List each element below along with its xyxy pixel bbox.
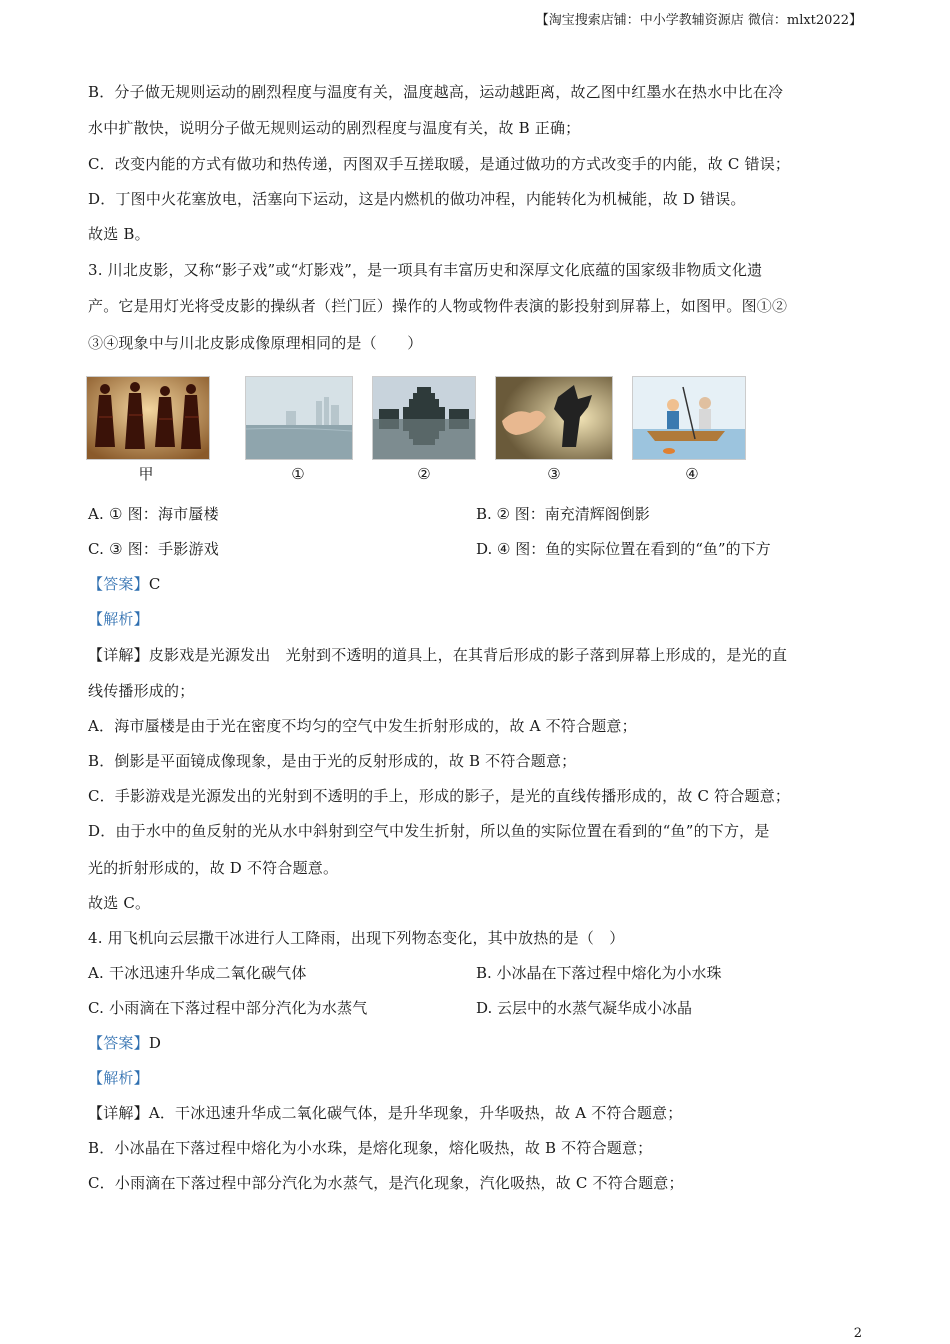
q4-c-explanation: C．小雨滴在下落过程中部分汽化为水蒸气，是汽化现象，汽化吸热，故 C 不符合题意； (88, 1174, 684, 1192)
q3-detail-line2: 线传播形成的； (88, 682, 195, 700)
q3-choose: 故选 C。 (88, 894, 151, 912)
q4-stem: 4. 用飞机向云层撒干冰进行人工降雨，出现下列物态变化，其中放热的是（ ） (88, 929, 625, 947)
q4-option-d: D. 云层中的水蒸气凝华成小冰晶 (476, 999, 693, 1017)
q3-c-explanation: C．手影游戏是光源发出的光射到不透明的手上，形成的影子，是光的直线传播形成的，故 C 符合题意； (88, 787, 791, 805)
detail-tag: 【详解】 (88, 646, 149, 664)
q3-stem-line2: 产。它是用灯光将受皮影的操纵者（拦门匠）操作的人物或物件表演的影投射到屏幕上，如图甲。图①② (88, 297, 788, 315)
answer-tag: 【答案】 (88, 575, 149, 593)
answer-value: D (148, 1034, 162, 1052)
q3-b-explanation: B．倒影是平面镜成像现象，是由于光的反射形成的，故 B 不符合题意； (88, 752, 577, 770)
q4-a-explanation (88, 1103, 682, 1123)
caption-1: ① (291, 465, 305, 483)
prev-b-line1: B．分子做无规则运动的剧烈程度与温度有关，温度越高，运动越距离，故乙图中红墨水在热水中比在冷 (88, 83, 784, 101)
figure-pavilion-reflection (372, 376, 476, 460)
prev-c: C．改变内能的方式有做功和热传递，丙图双手互搓取暖，是通过做功的方式改变手的内能，故 C 错误； (88, 155, 791, 173)
q3-answer (88, 574, 161, 594)
q4-analysis-tag: 【解析】 (88, 1069, 149, 1087)
figure-spear-fishing (632, 376, 746, 460)
figure-shadow-puppets (86, 376, 210, 460)
q3-d-explanation-line2: 光的折射形成的，故 D 不符合题意。 (88, 859, 339, 877)
caption-4: ④ (685, 465, 699, 483)
caption-2: ② (417, 465, 431, 483)
detail-tag: 【详解】 (88, 1104, 149, 1122)
detail-text: A．干冰迅速升华成二氧化碳气体，是升华现象，升华吸热，故 A 不符合题意； (148, 1104, 683, 1122)
prev-choose: 故选 B。 (88, 225, 150, 243)
prev-b-line2: 水中扩散快，说明分子做无规则运动的剧烈程度与温度有关，故 B 正确； (88, 119, 581, 137)
detail-text: 皮影戏是光源发出 光射到不透明的道具上，在其背后形成的影子落到屏幕上形成的，是光的直 (148, 646, 788, 664)
answer-value: C (148, 575, 161, 593)
page-number: 2 (853, 1326, 862, 1341)
q3-a-explanation: A．海市蜃楼是由于光在密度不均匀的空气中发生折射形成的，故 A 不符合题意； (88, 717, 637, 735)
q3-detail-line1 (88, 645, 787, 665)
q3-stem-line3: ③④现象中与川北皮影成像原理相同的是（ ） (88, 334, 423, 352)
caption-3: ③ (547, 465, 561, 483)
q3-option-b: B. ② 图：南充清辉阁倒影 (476, 505, 650, 523)
q3-option-d: D. ④ 图：鱼的实际位置在看到的“鱼”的下方 (476, 540, 771, 558)
q4-option-a: A. 干冰迅速升华成二氧化碳气体 (88, 964, 307, 982)
header-note: 【淘宝搜索店铺：中小学教辅资源店 微信：mlxt2022】 (535, 13, 862, 28)
q4-option-c: C. 小雨滴在下落过程中部分汽化为水蒸气 (88, 999, 368, 1017)
q4-option-b: B. 小冰晶在下落过程中熔化为小水珠 (476, 964, 722, 982)
answer-tag: 【答案】 (88, 1034, 149, 1052)
figure-hand-shadow (495, 376, 613, 460)
q3-option-a: A. ① 图：海市蜃楼 (88, 505, 219, 523)
prev-d: D．丁图中火花塞放电，活塞向下运动，这是内燃机的做功冲程，内能转化为机械能，故 D 错误。 (88, 190, 746, 208)
q3-option-c: C. ③ 图：手影游戏 (88, 540, 219, 558)
q3-analysis-tag: 【解析】 (88, 610, 149, 628)
figure-mirage (245, 376, 353, 460)
q4-b-explanation: B．小冰晶在下落过程中熔化为小水珠，是熔化现象，熔化吸热，故 B 不符合题意； (88, 1139, 653, 1157)
q4-answer (88, 1033, 161, 1053)
q3-d-explanation-line1: D．由于水中的鱼反射的光从水中斜射到空气中发生折射，所以鱼的实际位置在看到的“鱼”的下方，是 (88, 822, 770, 840)
caption-jia: 甲 (138, 465, 154, 483)
q3-stem-line1: 3. 川北皮影，又称“影子戏”或“灯影戏”，是一项具有丰富历史和深厚文化底蕴的国家级非物质文化遗 (88, 261, 763, 279)
